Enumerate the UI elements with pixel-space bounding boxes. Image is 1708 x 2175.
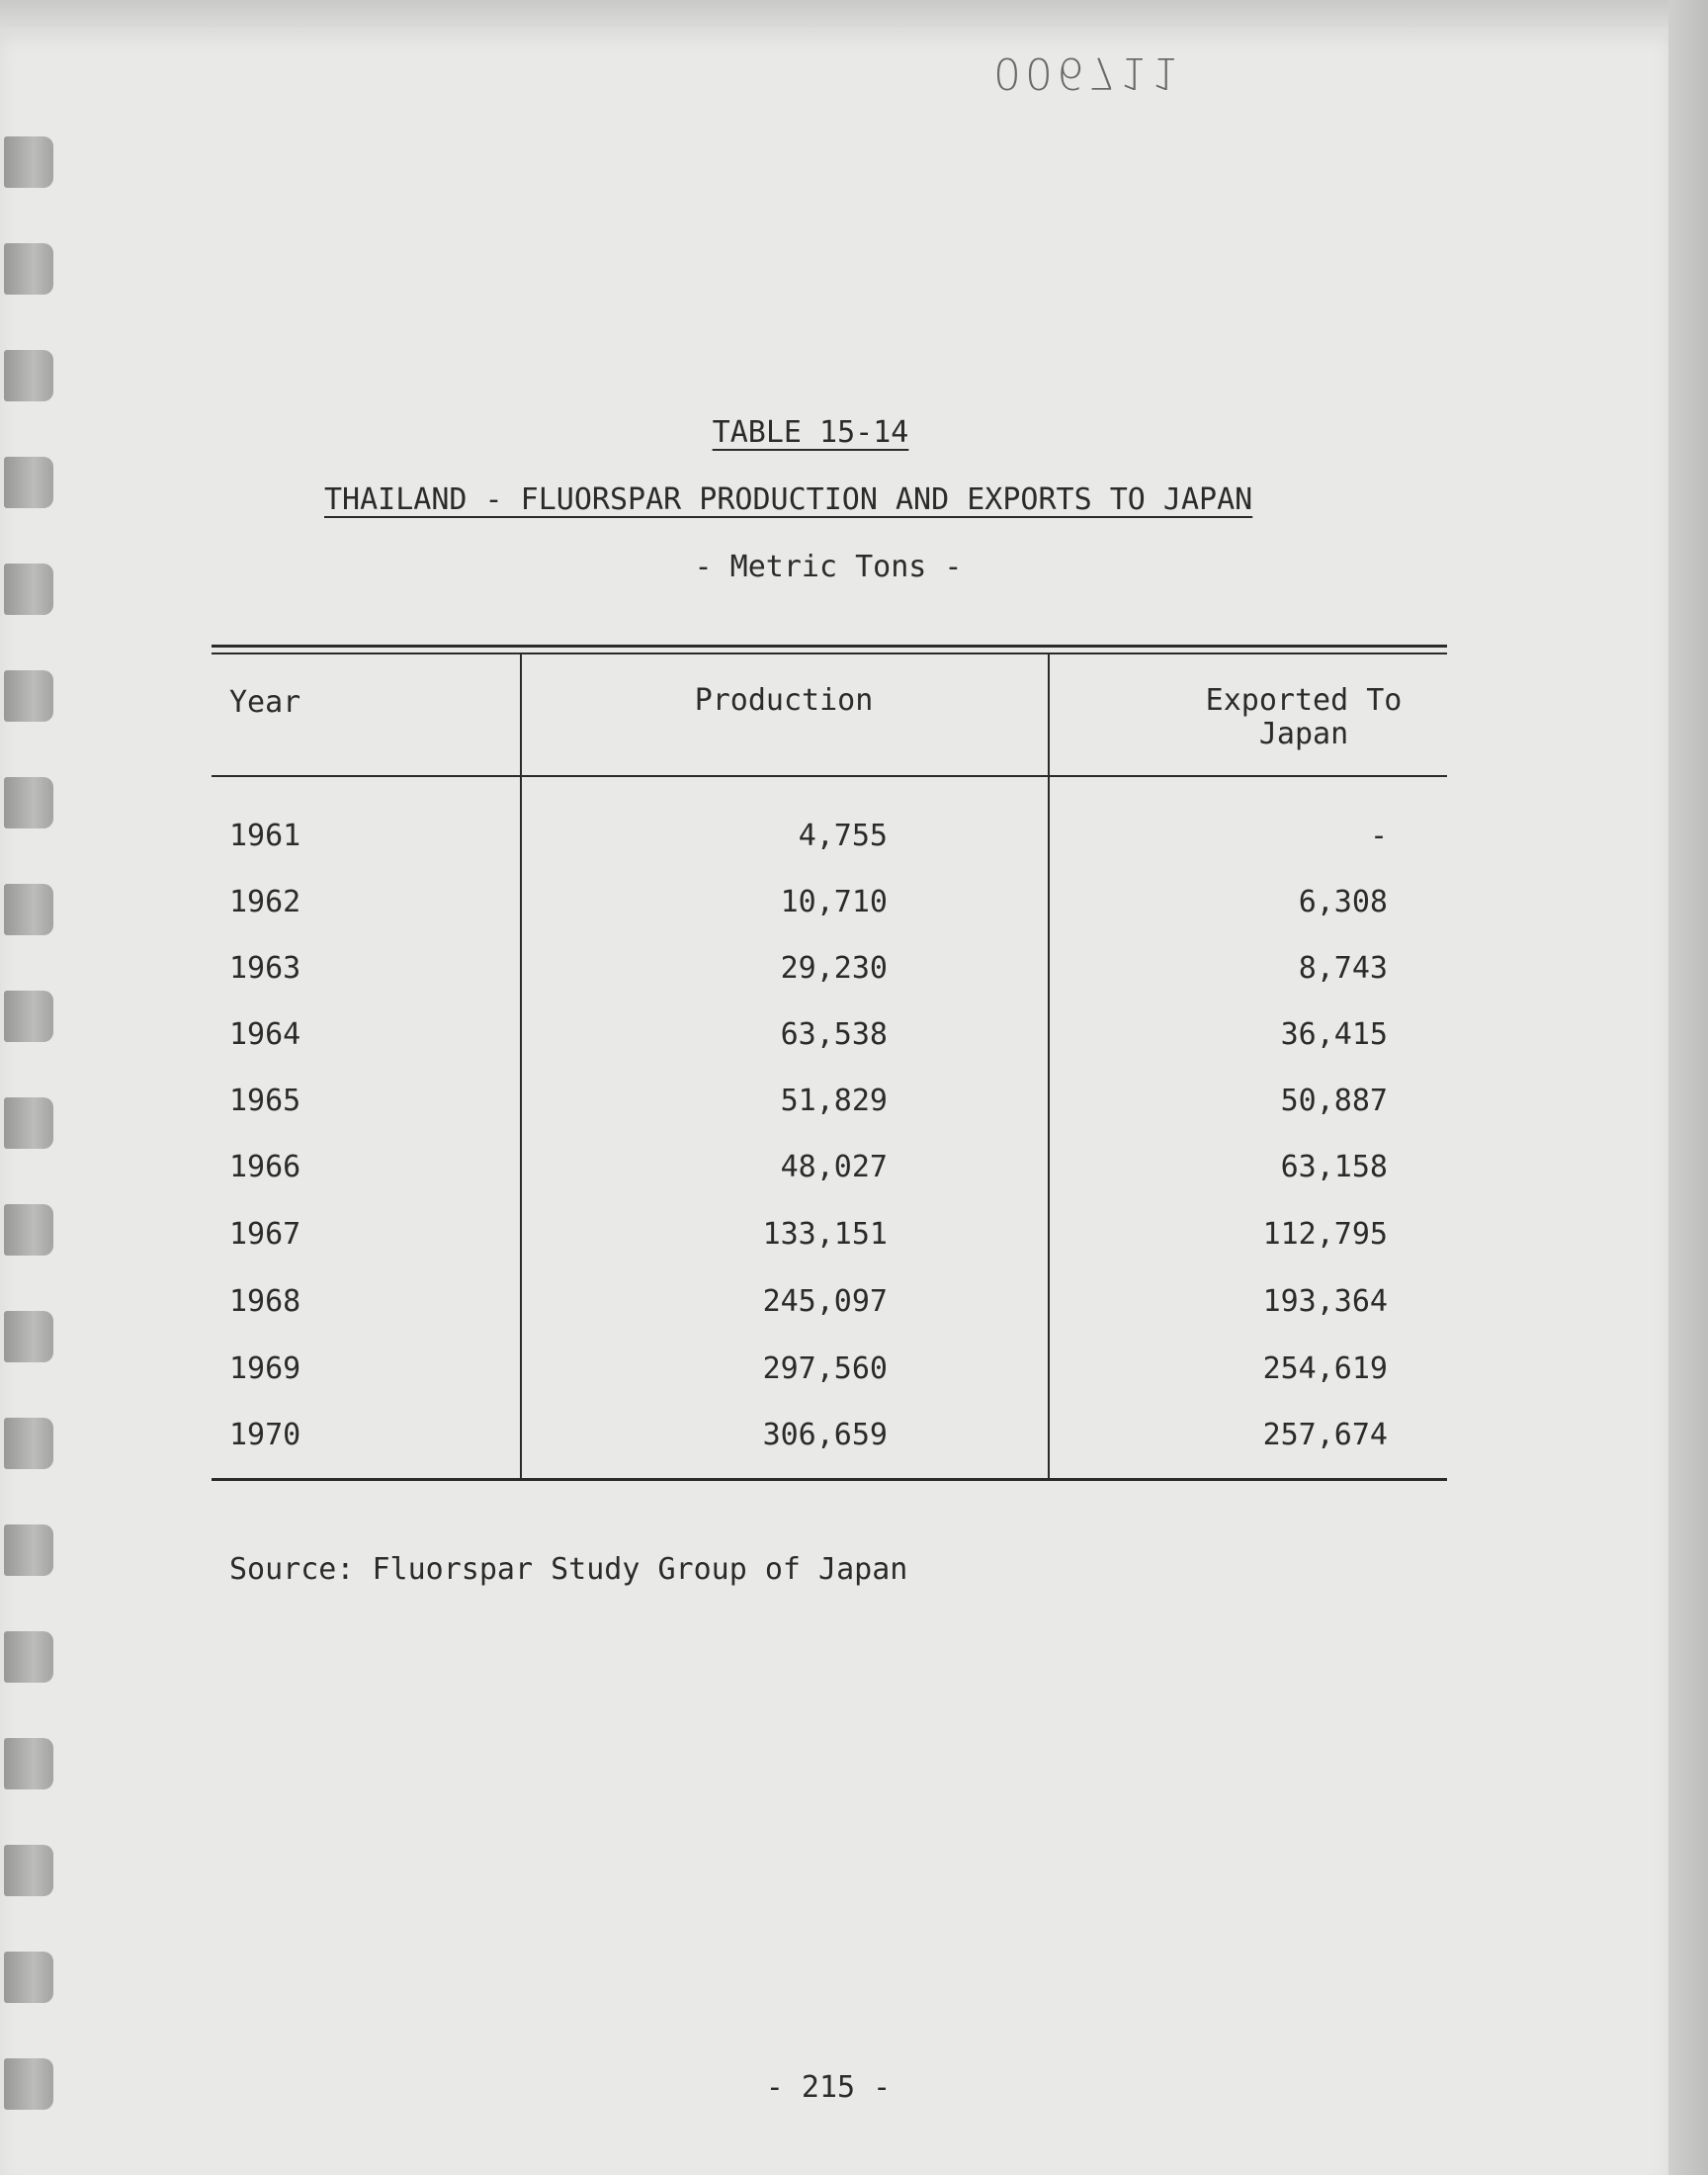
binding-coil	[4, 1952, 53, 2003]
binding-coil	[4, 1311, 53, 1362]
cell-exported: 257,674	[1262, 1418, 1388, 1452]
cell-exported: 36,415	[1280, 1017, 1388, 1052]
binding-coil	[4, 1845, 53, 1896]
table-row	[212, 1416, 1447, 1455]
column-header-exported	[1160, 684, 1447, 751]
table-label-text: TABLE 15-14	[712, 415, 909, 450]
table-title	[324, 482, 1252, 517]
cell-exported: 63,158	[1280, 1150, 1388, 1184]
binding-coil	[4, 670, 53, 722]
cell-exported: -	[1369, 819, 1388, 853]
cell-year: 1965	[229, 1084, 301, 1118]
cell-production: 51,829	[780, 1084, 888, 1118]
binding-coil	[4, 457, 53, 508]
data-table	[212, 645, 1447, 1481]
handwritten-document-number: 006711	[993, 47, 1183, 98]
table-row	[212, 817, 1447, 856]
page-edge	[1668, 0, 1708, 2175]
binding-coil	[4, 1524, 53, 1576]
binding-coil	[4, 1738, 53, 1789]
binding-coil	[4, 884, 53, 935]
cell-production: 48,027	[780, 1150, 888, 1184]
binding-coil	[4, 1204, 53, 1256]
table-label	[0, 415, 1621, 450]
page-number: - 215 -	[765, 2070, 892, 2105]
binding-coil	[4, 1631, 53, 1683]
binding-coil	[4, 136, 53, 188]
cell-year: 1966	[229, 1150, 301, 1184]
cell-year: 1961	[229, 819, 301, 853]
cell-production: 10,710	[780, 885, 888, 919]
table-top-rule-inner	[212, 652, 1447, 654]
column-header-exported-line2: Japan	[1258, 717, 1349, 751]
cell-exported: 8,743	[1298, 951, 1388, 986]
table-row	[212, 1215, 1447, 1255]
cell-production: 63,538	[780, 1017, 888, 1052]
table-row	[212, 1349, 1447, 1389]
binding-coil	[4, 1418, 53, 1469]
cell-exported: 254,619	[1262, 1351, 1388, 1386]
cell-year: 1964	[229, 1017, 301, 1052]
table-row	[212, 1282, 1447, 1322]
cell-production: 133,151	[762, 1217, 888, 1252]
cell-year: 1963	[229, 951, 301, 986]
cell-production: 297,560	[762, 1351, 888, 1386]
cell-year: 1967	[229, 1217, 301, 1252]
cell-production: 245,097	[762, 1284, 888, 1319]
cell-exported: 6,308	[1298, 885, 1388, 919]
table-bottom-rule	[212, 1478, 1447, 1481]
binding-coil	[4, 991, 53, 1042]
table-row	[212, 1148, 1447, 1187]
binding-coil	[4, 350, 53, 401]
cell-year: 1969	[229, 1351, 301, 1386]
table-title-text: THAILAND - FLUORSPAR PRODUCTION AND EXPORTS TO JAPAN	[324, 482, 1253, 517]
table-row	[212, 1082, 1447, 1121]
table-header-rule	[212, 775, 1447, 777]
column-header-exported-line1: Exported To	[1205, 683, 1403, 718]
cell-exported: 193,364	[1262, 1284, 1388, 1319]
binding-coil	[4, 243, 53, 295]
cell-exported: 112,795	[1262, 1217, 1388, 1252]
table-row	[212, 883, 1447, 922]
cell-production: 306,659	[762, 1418, 888, 1452]
binding-coil	[4, 777, 53, 828]
cell-year: 1968	[229, 1284, 301, 1319]
column-header-year: Year	[229, 685, 301, 720]
cell-production: 29,230	[780, 951, 888, 986]
cell-year: 1970	[229, 1418, 301, 1452]
table-top-rule	[212, 645, 1447, 648]
unit-note: - Metric Tons -	[694, 550, 963, 584]
column-header-production: Production	[694, 683, 874, 718]
table-row	[212, 949, 1447, 989]
cell-exported: 50,887	[1280, 1084, 1388, 1118]
cell-production: 4,755	[798, 819, 888, 853]
source-note: Source: Fluorspar Study Group of Japan	[229, 1552, 908, 1587]
page-top-shadow	[0, 0, 1708, 30]
binding-coil	[4, 1097, 53, 1149]
table-row	[212, 1015, 1447, 1055]
cell-year: 1962	[229, 885, 301, 919]
